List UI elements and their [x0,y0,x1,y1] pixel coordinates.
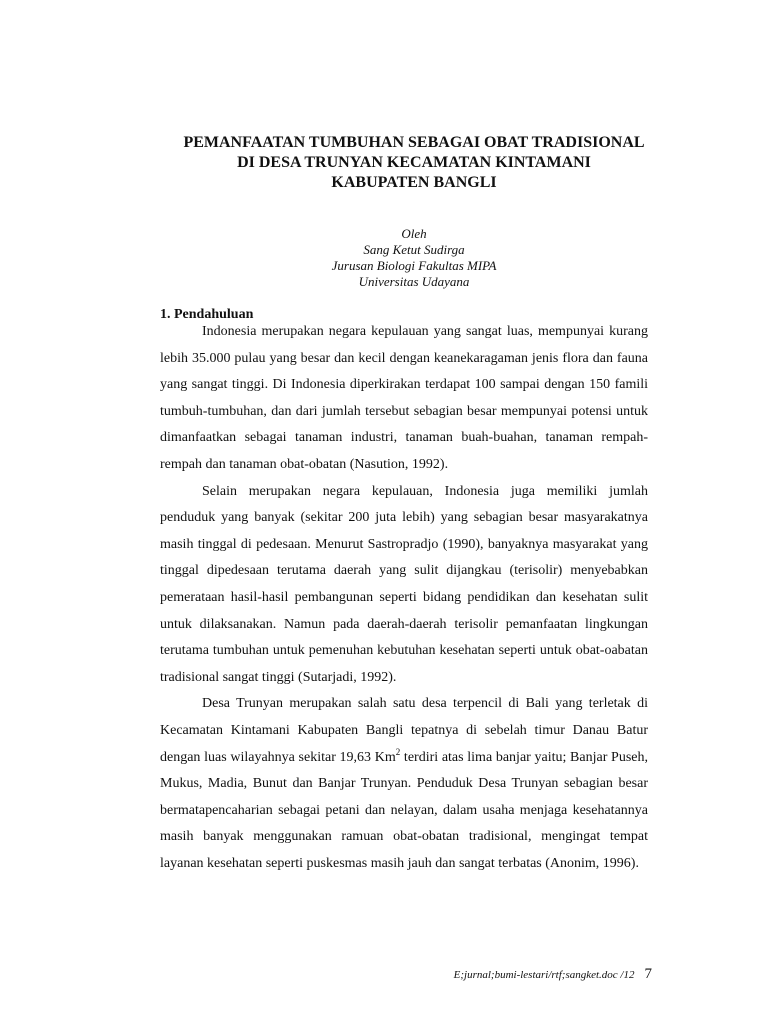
paper-title [120,133,708,193]
footer-reference: E;jurnal;bumi-lestari/rtf;sangket.doc /12 [453,969,635,981]
page-number: 7 [644,966,652,982]
paragraph-3 [160,691,648,877]
title-line-3: KABUPATEN BANGLI [331,174,497,191]
author-name: Sang Ketut Sudirga [363,242,465,257]
page-footer [300,966,652,983]
title-line-1: PEMANFAATAN TUMBUHAN SEBAGAI OBAT TRADISIONAL [183,134,645,151]
paragraph-3-part-a: Desa Trunyan merupakan salah satu desa terpencil di Bali yang terletak di Kecamatan Kintamani Kabupaten Bangli tepatnya di sebelah timur Danau Batur dengan luas wilayahnya sekitar 19,63 Km [160,696,648,765]
paragraph-1: Indonesia merupakan negara kepulauan yang sangat luas, mempunyai kurang lebih 35.000 pulau yang besar dan kecil dengan keanekaragaman jenis flora dan fauna yang sangat tinggi. Di Indonesia diperkirakan terdapat 100 sampai dengan 150 famili tumbuh-tumbuhan, dan dari jumlah tersebut sebagian besar mempunyai potensi untuk dimanfaatkan sebagai tanaman industri, tanaman buah-buahan, tanaman rempah-rempah dan tanaman obat-obatan (Nasution, 1992). [160,324,648,472]
author-byline [160,226,668,290]
byline-oleh: Oleh [401,226,427,241]
author-university: Universitas Udayana [358,274,470,289]
paragraph-2: Selain merupakan negara kepulauan, Indonesia juga memiliki jumlah penduduk yang banyak (sekitar 200 juta lebih) yang sebagian besar masyarakatnya masih tinggal di pedesaan. Menurut Sastropradjo (1990), banyaknya masyarakat yang tinggal dipedesaan terutama daerah yang sulit dijangkau (terisolir) menyebabkan pemerataan hasil-hasil pembangunan seperti bidang pendidikan dan kesehatan sulit untuk dilaksanakan. Namun pada daerah-daerah terisolir pemanfaatan lingkungan terutama tumbuhan untuk pemenuhan kebutuhan kesehatan seperti untuk obat-oabatan tradisional sangat tinggi (Sutarjadi, 1992). [160,483,648,685]
paragraph-3-part-b: terdiri atas lima banjar yaitu; Banjar Puseh, Mukus, Madia, Bunut dan Banjar Trunyan. Penduduk Desa Trunyan sebagian besar bermatapencaharian sebagai petani dan nelayan, dalam usaha menjaga kesehatannya masih banyak menggunakan ramuan obat-obatan tradisional, mengingat tempat layanan kesehatan seperti puskesmas masih jauh dan sangat terbatas (Anonim, 1996). [160,749,649,871]
section-heading: 1. Pendahuluan [160,307,254,322]
body-text [160,319,648,877]
title-line-2: DI DESA TRUNYAN KECAMATAN KINTAMANI [237,154,591,171]
author-department: Jurusan Biologi Fakultas MIPA [331,258,497,273]
superscript-squared: 2 [395,746,401,757]
